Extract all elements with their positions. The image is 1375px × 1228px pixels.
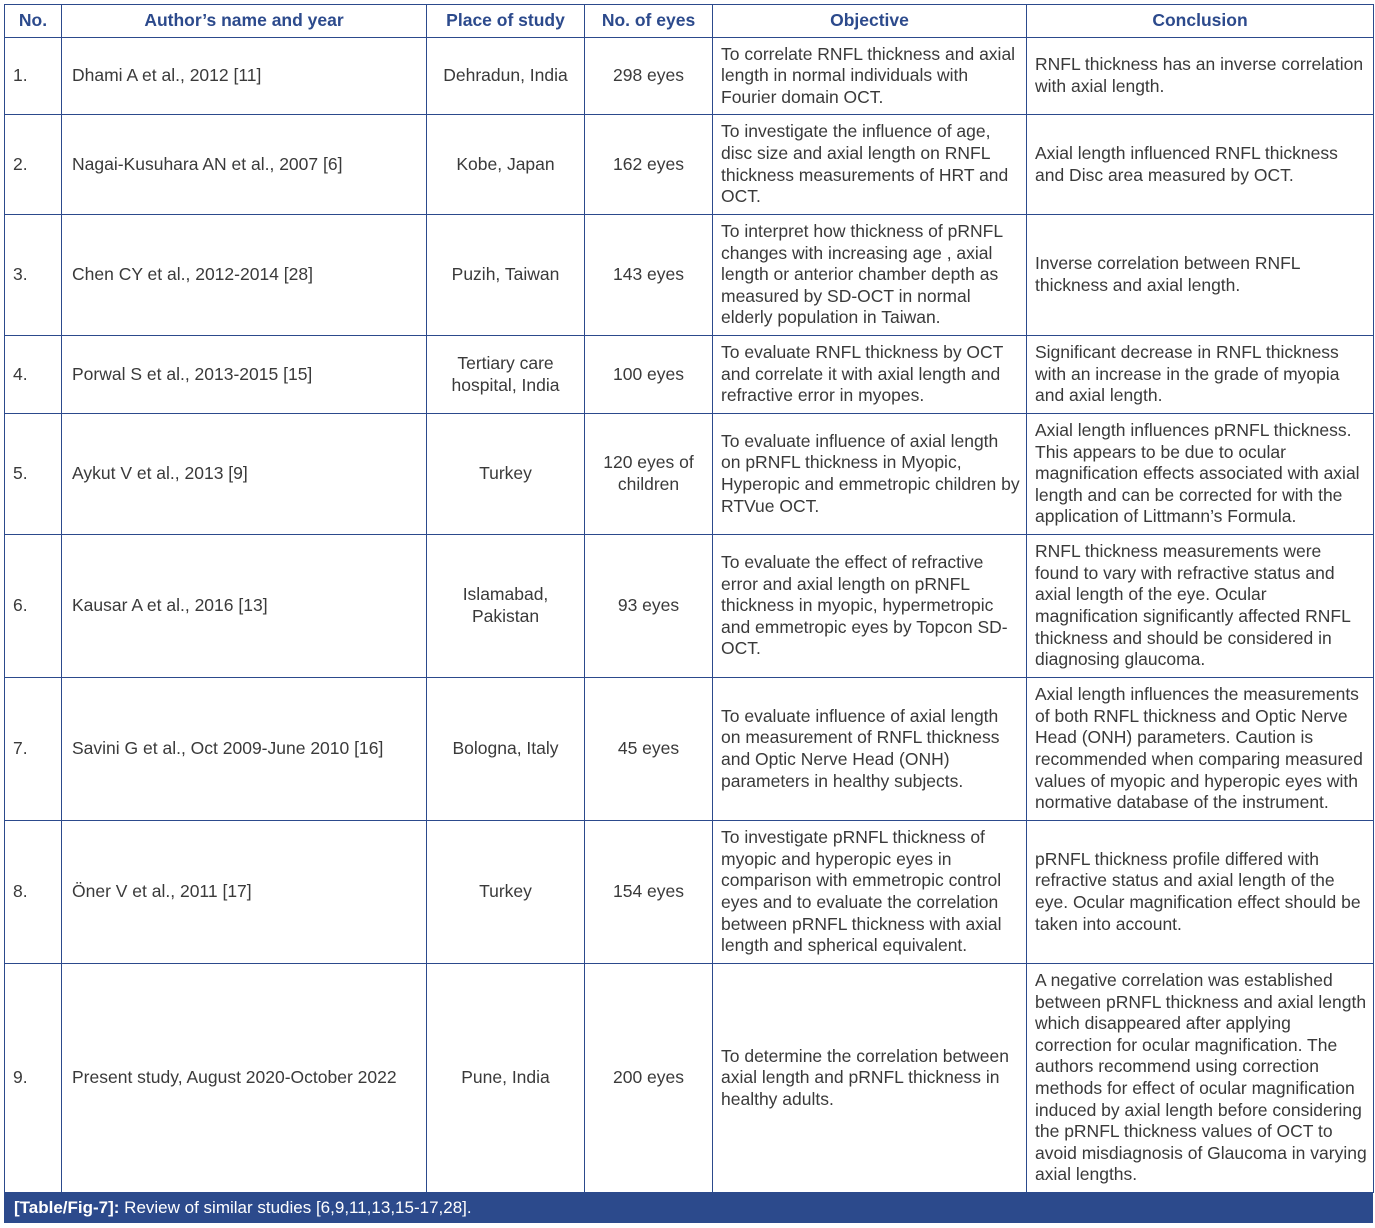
cell-eyes: 120 eyes of children [585,414,713,535]
cell-no: 7. [5,678,62,821]
caption-text: Review of similar studies [6,9,11,13,15-17,28]. [119,1198,472,1217]
header-eyes: No. of eyes [585,5,713,38]
cell-eyes: 143 eyes [585,215,713,336]
header-place: Place of study [427,5,585,38]
header-author: Author’s name and year [62,5,427,38]
cell-author: Savini G et al., Oct 2009-June 2010 [16] [62,678,427,821]
table-row [5,964,1374,1193]
table-row [5,336,1374,414]
cell-eyes: 100 eyes [585,336,713,414]
cell-conclusion: A negative correlation was established between pRNFL thickness and axial length which disappeared after applying correction for ocular magnification. The authors recommend using correction methods for effect of ocular magnification induced by axial length before considering the pRNFL thickness values of OCT to avoid misdiagnosis of Glaucoma in varying axial lengths. [1027,964,1374,1193]
header-no: No. [5,5,62,38]
cell-place: Dehradun, India [427,38,585,115]
cell-objective: To evaluate influence of axial length on measurement of RNFL thickness and Optic Nerve Head (ONH) parameters in healthy subjects. [713,678,1027,821]
cell-author: Porwal S et al., 2013-2015 [15] [62,336,427,414]
header-objective: Objective [713,5,1027,38]
cell-conclusion: RNFL thickness has an inverse correlation with axial length. [1027,38,1374,115]
cell-objective: To interpret how thickness of pRNFL changes with increasing age , axial length or anterior chamber depth as measured by SD-OCT in normal elderly population in Taiwan. [713,215,1027,336]
review-table [4,4,1374,1193]
cell-author: Dhami A et al., 2012 [11] [62,38,427,115]
cell-eyes: 162 eyes [585,115,713,215]
cell-no: 4. [5,336,62,414]
cell-eyes: 45 eyes [585,678,713,821]
cell-conclusion: pRNFL thickness profile differed with refractive status and axial length of the eye. Ocular magnification effect should be taken into account. [1027,821,1374,964]
cell-objective: To determine the correlation between axial length and pRNFL thickness in healthy adults. [713,964,1027,1193]
cell-place: Turkey [427,821,585,964]
cell-place: Pune, India [427,964,585,1193]
cell-eyes: 93 eyes [585,535,713,678]
cell-eyes: 154 eyes [585,821,713,964]
header-conclusion: Conclusion [1027,5,1374,38]
cell-no: 8. [5,821,62,964]
table-row [5,678,1374,821]
cell-author: Chen CY et al., 2012-2014 [28] [62,215,427,336]
table-container [4,4,1373,1223]
table-row [5,414,1374,535]
cell-objective: To evaluate RNFL thickness by OCT and correlate it with axial length and refractive error in myopes. [713,336,1027,414]
caption-label: [Table/Fig-7]: [14,1198,120,1217]
table-row [5,38,1374,115]
cell-eyes: 298 eyes [585,38,713,115]
table-caption [4,1193,1373,1223]
cell-no: 9. [5,964,62,1193]
cell-no: 5. [5,414,62,535]
cell-author: Present study, August 2020-October 2022 [62,964,427,1193]
cell-objective: To correlate RNFL thickness and axial length in normal individuals with Fourier domain OCT. [713,38,1027,115]
cell-no: 1. [5,38,62,115]
table-row [5,821,1374,964]
cell-objective: To evaluate influence of axial length on pRNFL thickness in Myopic, Hyperopic and emmetropic children by RTVue OCT. [713,414,1027,535]
cell-author: Kausar A et al., 2016 [13] [62,535,427,678]
cell-conclusion: Axial length influences the measurements of both RNFL thickness and Optic Nerve Head (ONH) parameters. Caution is recommended when comparing measured values of myopic and hyperopic eyes with normative database of the instrument. [1027,678,1374,821]
table-header-row [5,5,1374,38]
cell-conclusion: Significant decrease in RNFL thickness with an increase in the grade of myopia and axial length. [1027,336,1374,414]
cell-conclusion: Inverse correlation between RNFL thickness and axial length. [1027,215,1374,336]
cell-conclusion: Axial length influences pRNFL thickness. This appears to be due to ocular magnification effects associated with axial length and can be corrected for with the application of Littmann’s Formula. [1027,414,1374,535]
cell-objective: To investigate the influence of age, disc size and axial length on RNFL thickness measurements of HRT and OCT. [713,115,1027,215]
cell-place: Bologna, Italy [427,678,585,821]
cell-author: Öner V et al., 2011 [17] [62,821,427,964]
cell-no: 6. [5,535,62,678]
cell-place: Turkey [427,414,585,535]
cell-place: Islamabad, Pakistan [427,535,585,678]
table-row [5,535,1374,678]
cell-place: Puzih, Taiwan [427,215,585,336]
cell-place: Kobe, Japan [427,115,585,215]
cell-place: Tertiary care hospital, India [427,336,585,414]
cell-objective: To investigate pRNFL thickness of myopic and hyperopic eyes in comparison with emmetropic control eyes and to evaluate the correlation between pRNFL thickness with axial length and spherical equivalent. [713,821,1027,964]
cell-no: 2. [5,115,62,215]
cell-no: 3. [5,215,62,336]
cell-conclusion: RNFL thickness measurements were found to vary with refractive status and axial length of the eye. Ocular magnification significantly affected RNFL thickness and should be considered in diagnosing glaucoma. [1027,535,1374,678]
cell-conclusion: Axial length influenced RNFL thickness and Disc area measured by OCT. [1027,115,1374,215]
cell-author: Nagai-Kusuhara AN et al., 2007 [6] [62,115,427,215]
cell-author: Aykut V et al., 2013 [9] [62,414,427,535]
cell-eyes: 200 eyes [585,964,713,1193]
cell-objective: To evaluate the effect of refractive error and axial length on pRNFL thickness in myopic, hypermetropic and emmetropic eyes by Topcon SD-OCT. [713,535,1027,678]
table-row [5,215,1374,336]
table-row [5,115,1374,215]
